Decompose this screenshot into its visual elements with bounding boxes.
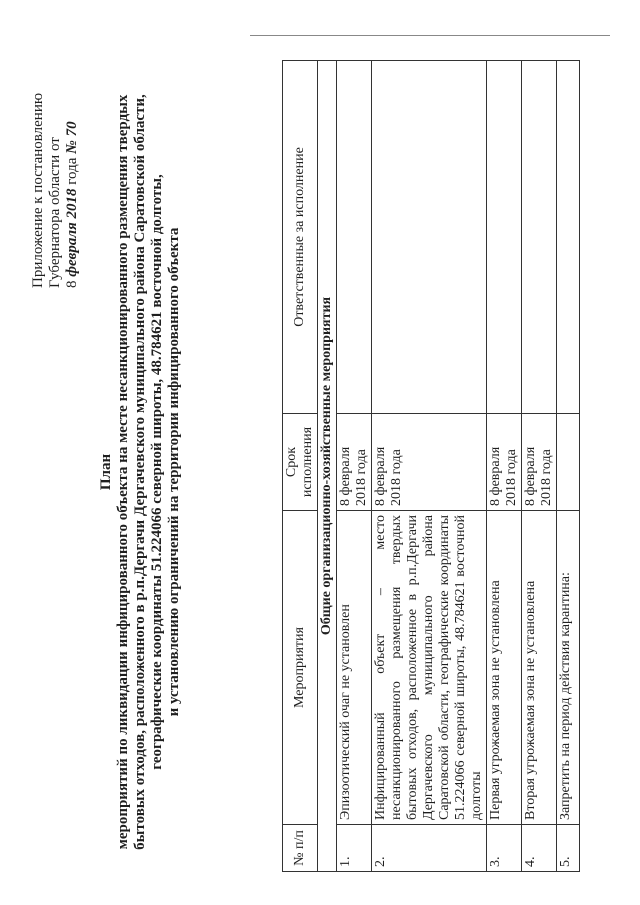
row-action: Первая угрожаемая зона не установлена (487, 511, 522, 825)
appendix-number: № 70 (64, 121, 80, 154)
table-row (557, 61, 580, 872)
row-term: 8 февраля 2018 года (372, 414, 487, 511)
header-term: Срок исполнения (283, 414, 318, 511)
appendix-note (30, 93, 81, 288)
scan-edge-line (250, 35, 610, 36)
row-term: 8 февраля 2018 года (337, 414, 372, 511)
row-responsible (372, 61, 487, 414)
document-title (98, 82, 183, 862)
title-line-3: географические координаты 51.224066 северной широты, 48.784621 восточной долготы, (149, 174, 165, 770)
row-action: Инфицированный объект – место несанкционированного размещения твердых бытовых отходов, расположенное в р.п.Дергачи Дергачевского муниципального района Саратовской области, географические координаты 51.224066 северной широты, 48.784621 восточной долготы (372, 511, 487, 825)
row-num: 5. (557, 825, 580, 872)
document-page (20, 22, 620, 882)
table-header-row (283, 61, 318, 872)
row-responsible (487, 61, 522, 414)
row-term: 8 февраля 2018 года (522, 414, 557, 511)
appendix-year: 2018 (64, 188, 80, 219)
appendix-day: 8 (64, 280, 80, 288)
row-num: 3. (487, 825, 522, 872)
table-row (372, 61, 487, 872)
appendix-line-3 (64, 93, 81, 288)
title-line-4: и установлению ограничений на территории инфицированного объекта (166, 227, 182, 717)
appendix-line-1: Приложение к постановлению (30, 92, 46, 288)
section-row (318, 61, 337, 872)
section-title: Общие организационно-хозяйственные мероприятия (318, 61, 337, 872)
row-num: 1. (337, 825, 372, 872)
row-num: 4. (522, 825, 557, 872)
row-term: 8 февраля 2018 года (487, 414, 522, 511)
row-responsible (522, 61, 557, 414)
plan-table (282, 60, 580, 872)
table-row (487, 61, 522, 872)
row-num: 2. (372, 825, 487, 872)
table-row (522, 61, 557, 872)
title-line-1: мероприятий по ликвидации инфицированного объекта на месте несанкционированного размещения твердых (115, 94, 131, 850)
row-action: Запретить на период действия карантина: (557, 511, 580, 825)
row-action: Вторая угрожаемая зона не установлена (522, 511, 557, 825)
appendix-line-2: Губернатора области от (47, 137, 63, 288)
header-action: Мероприятия (283, 511, 318, 825)
appendix-month: февраля (64, 222, 80, 277)
row-term (557, 414, 580, 511)
title-line-2: бытовых отходов, расположенного в р.п.Дергачи Дергачевского муниципального района Саратовской области, (132, 94, 148, 850)
row-action: Эпизоотический очаг не установлен (337, 511, 372, 825)
header-num: № п/п (283, 825, 318, 872)
row-responsible (557, 61, 580, 414)
row-responsible (337, 61, 372, 414)
table-row (337, 61, 372, 872)
header-responsible: Ответственные за исполнение (283, 61, 318, 414)
title-heading: План (98, 453, 114, 491)
appendix-year-word: года (64, 157, 80, 185)
